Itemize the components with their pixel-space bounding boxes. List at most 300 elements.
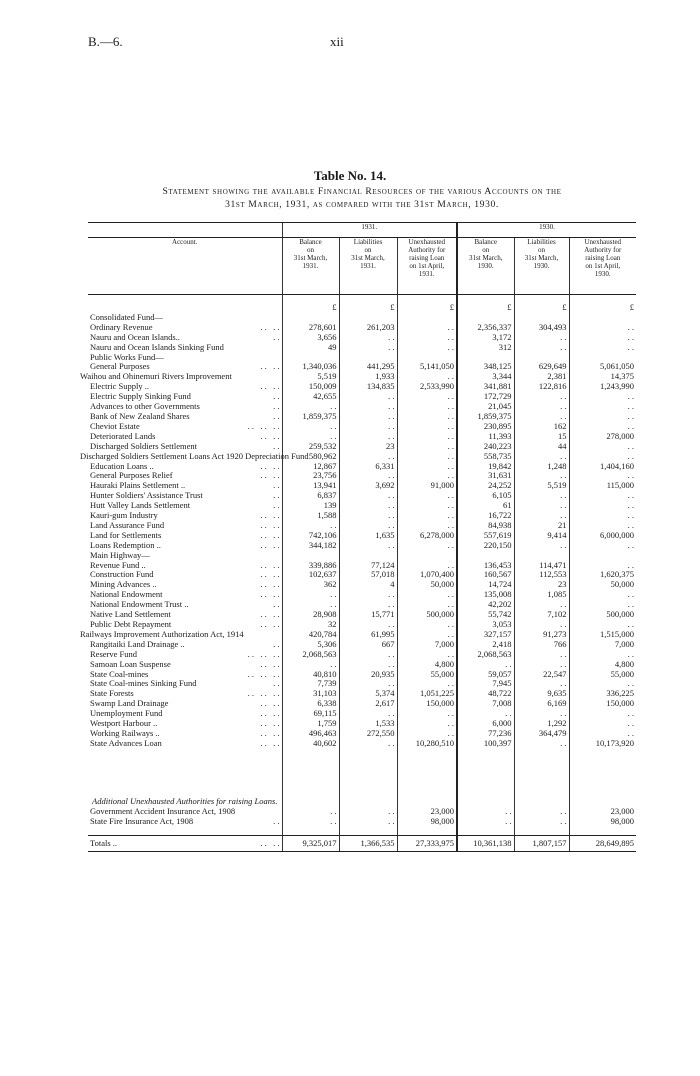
account-label: Hauraki Plains Settlement .. <box>90 480 186 491</box>
value-cell: 6,000 <box>457 719 514 729</box>
value-cell: 134,835 <box>339 382 397 392</box>
value-cell: 162 <box>514 422 569 432</box>
leader-dots: . . . . <box>260 381 280 392</box>
leader-dots: . . . . <box>260 718 280 729</box>
account-label: Public Debt Repayment <box>90 619 172 629</box>
year-1930-header: 1930. <box>457 223 636 238</box>
value-cell: 9,635 <box>514 689 569 699</box>
value-cell: 3,053 <box>457 620 514 630</box>
value-cell: 50,000 <box>569 580 636 590</box>
account-label: Consolidated Fund— <box>90 311 163 322</box>
value-cell: 441,295 <box>339 362 397 372</box>
value-cell: . . <box>397 402 457 412</box>
account-column-header: Account. <box>88 238 282 295</box>
value-cell: 558,735 <box>457 452 514 462</box>
hdr-line: raising Loan <box>409 254 445 262</box>
value-cell: 31,631 <box>457 471 514 481</box>
value-cell: 40,602 <box>282 739 339 749</box>
table-row <box>88 343 636 353</box>
value-cell: 339,886 <box>282 561 339 571</box>
value-cell: . . <box>569 729 636 739</box>
value-cell: . . <box>397 511 457 521</box>
account-label: Working Railways .. <box>90 727 160 738</box>
value-cell: 420,784 <box>282 630 339 640</box>
spacer-cell <box>569 827 636 836</box>
account-cell <box>88 835 282 852</box>
value-cell: 500,000 <box>397 610 457 620</box>
account-label: Discharged Soldiers Settlement Loans Act 1920 Depreciation Fund <box>80 450 309 461</box>
value-cell: . . <box>457 660 514 670</box>
value-cell: . . <box>569 590 636 600</box>
leader-dots: . . <box>273 678 280 689</box>
value-cell: . . <box>514 541 569 551</box>
currency-symbol: £ <box>457 303 514 313</box>
value-cell: . . <box>514 739 569 749</box>
value-cell: 14,724 <box>457 580 514 590</box>
spacer-cell <box>514 749 569 797</box>
leader-dots: . . . . <box>260 837 280 848</box>
value-cell: 28,649,895 <box>569 835 636 852</box>
leader-dots: . . <box>273 599 280 610</box>
value-cell: . . <box>397 620 457 630</box>
value-cell: . . <box>514 650 569 660</box>
value-cell: 40,810 <box>282 670 339 680</box>
value-cell: 55,742 <box>457 610 514 620</box>
table-row <box>88 739 636 749</box>
currency-symbol: £ <box>569 303 636 313</box>
value-cell: . . <box>397 452 457 462</box>
liabilities-1931-header <box>339 238 397 295</box>
value-cell: . . <box>339 600 397 610</box>
value-cell: 21 <box>514 521 569 531</box>
value-cell: 362 <box>282 580 339 590</box>
value-cell: 59,057 <box>457 670 514 680</box>
spacer-cell <box>457 827 514 836</box>
value-cell: 23 <box>339 442 397 452</box>
spacer-cell <box>397 827 457 836</box>
value-cell: 23,000 <box>397 807 457 817</box>
value-cell: 115,000 <box>569 481 636 491</box>
value-cell: . . <box>339 807 397 817</box>
value-cell: 42,202 <box>457 600 514 610</box>
value-cell: 6,837 <box>282 491 339 501</box>
value-cell: . . <box>397 442 457 452</box>
value-cell: 150,000 <box>569 699 636 709</box>
value-cell: . . <box>339 471 397 481</box>
value-cell: . . <box>339 422 397 432</box>
value-cell: 2,068,563 <box>282 650 339 660</box>
value-cell: . . <box>514 471 569 481</box>
value-cell: 61,995 <box>339 630 397 640</box>
value-cell: . . <box>514 807 569 817</box>
leader-dots: . . . . <box>260 727 280 738</box>
value-cell: . . <box>339 590 397 600</box>
value-cell: 5,519 <box>282 372 339 382</box>
value-cell: 5,374 <box>339 689 397 699</box>
currency-symbol: £ <box>514 303 569 313</box>
account-label: Public Works Fund— <box>90 351 164 362</box>
value-cell: . . <box>514 412 569 422</box>
value-cell: 6,278,000 <box>397 531 457 541</box>
leader-dots: . . . . . . <box>247 420 280 431</box>
account-label: Rangitaiki Land Drainage .. <box>90 638 185 649</box>
hdr-line: 31st March, <box>524 254 559 262</box>
value-cell: . . <box>569 333 636 343</box>
value-cell: 2,418 <box>457 640 514 650</box>
account-label: Nauru and Ocean Islands.. <box>90 331 180 342</box>
leader-dots: . . <box>273 331 280 342</box>
value-cell: 23,000 <box>569 807 636 817</box>
value-cell: 44 <box>514 442 569 452</box>
value-cell: 6,105 <box>457 491 514 501</box>
table-row <box>88 640 636 650</box>
account-label: Unemployment Fund <box>90 708 163 719</box>
value-cell: 5,519 <box>514 481 569 491</box>
value-cell: 42,655 <box>282 392 339 402</box>
value-cell: . . <box>569 679 636 689</box>
value-cell: . . <box>339 620 397 630</box>
leader-dots: . . . . <box>260 510 280 521</box>
account-label: Waihou and Ohinemuri Rivers Improvement <box>80 371 232 382</box>
account-label: Government Accident Insurance Act, 1908 <box>90 805 236 816</box>
value-cell: . . <box>339 402 397 412</box>
hdr-line: on 1st April, <box>409 262 445 270</box>
value-cell: 12,867 <box>282 462 339 472</box>
value-cell: 5,306 <box>282 640 339 650</box>
leader-dots: . . . . . . <box>247 648 280 659</box>
value-cell: 5,141,050 <box>397 362 457 372</box>
table-row <box>88 699 636 709</box>
account-label: Native Land Settlement <box>90 609 171 620</box>
value-cell: 327,157 <box>457 630 514 640</box>
account-label: Bank of New Zealand Shares <box>90 410 190 421</box>
value-cell: . . <box>457 817 514 827</box>
value-cell: 77,236 <box>457 729 514 739</box>
value-cell: . . <box>339 432 397 442</box>
account-label: Deteriorated Lands <box>90 430 156 441</box>
value-cell: . . <box>514 343 569 353</box>
value-cell: 496,463 <box>282 729 339 739</box>
value-cell: 1,292 <box>514 719 569 729</box>
value-cell: 139 <box>282 501 339 511</box>
value-cell: 13,941 <box>282 481 339 491</box>
value-cell: . . <box>569 471 636 481</box>
account-label: State Advances Loan <box>90 737 162 748</box>
year-1931-header: 1931. <box>282 223 457 238</box>
value-cell: 3,172 <box>457 333 514 343</box>
value-cell: 500,000 <box>569 610 636 620</box>
value-cell: . . <box>397 432 457 442</box>
value-cell: 31,103 <box>282 689 339 699</box>
table-subtitle <box>88 185 636 211</box>
value-cell: . . <box>397 412 457 422</box>
hdr-line: Liabilities <box>527 238 556 246</box>
account-label: Swamp Land Drainage <box>90 698 169 709</box>
value-cell: 23 <box>514 580 569 590</box>
value-cell: . . <box>397 600 457 610</box>
value-cell: . . <box>569 422 636 432</box>
spacer-cell <box>88 749 282 797</box>
value-cell: . . <box>339 511 397 521</box>
value-cell: . . <box>569 392 636 402</box>
value-cell: 580,962 <box>282 452 339 462</box>
leader-dots: . . <box>273 638 280 649</box>
hdr-line: Liabilities <box>353 238 383 246</box>
value-cell: 1,070,400 <box>397 570 457 580</box>
value-cell: . . <box>397 323 457 333</box>
value-cell: . . <box>339 501 397 511</box>
value-cell: 15 <box>514 432 569 442</box>
value-cell: . . <box>397 561 457 571</box>
value-cell: . . <box>397 590 457 600</box>
value-cell: . . <box>397 372 457 382</box>
value-cell: 9,414 <box>514 531 569 541</box>
value-cell: . . <box>569 561 636 571</box>
hdr-line: Unexhausted <box>408 238 446 246</box>
leader-dots: . . . . <box>260 559 280 570</box>
value-cell: 98,000 <box>569 817 636 827</box>
value-cell: . . <box>514 660 569 670</box>
balance-1931-header <box>282 238 339 295</box>
leader-dots: . . . . . . <box>247 688 280 699</box>
value-cell: 304,493 <box>514 323 569 333</box>
value-cell: 16,722 <box>457 511 514 521</box>
table-row <box>88 501 636 511</box>
subtitle-line-2: 31st March, 1931, as compared with the 31st March, 1930. <box>225 199 499 210</box>
value-cell: 6,169 <box>514 699 569 709</box>
value-cell: . . <box>514 333 569 343</box>
column-header-row <box>88 238 636 295</box>
value-cell: . . <box>282 590 339 600</box>
value-cell: 1,515,000 <box>569 630 636 640</box>
value-cell: 364,479 <box>514 729 569 739</box>
leader-dots: . . <box>273 391 280 402</box>
spacer-cell <box>282 749 339 797</box>
value-cell: 77,124 <box>339 561 397 571</box>
value-cell: 3,656 <box>282 333 339 343</box>
hdr-line: 31st March, <box>469 254 503 262</box>
leader-dots: . . . . <box>260 529 280 540</box>
hdr-line: 1930. <box>533 262 550 270</box>
hdr-line: on <box>538 246 546 254</box>
value-cell: . . <box>282 422 339 432</box>
value-cell: . . <box>397 462 457 472</box>
financial-resources-table <box>80 222 636 852</box>
account-label: Kauri-gum Industry <box>90 510 158 521</box>
value-cell: 1,933 <box>339 372 397 382</box>
value-cell: . . <box>397 719 457 729</box>
value-cell: . . <box>397 491 457 501</box>
leader-dots: . . <box>273 440 280 451</box>
leader-dots: . . <box>273 410 280 421</box>
value-cell: 261,203 <box>339 323 397 333</box>
leader-dots: . . . . <box>260 589 280 600</box>
hdr-line: 1931. <box>418 270 435 278</box>
value-cell: 1,759 <box>282 719 339 729</box>
unexhausted-1930-header <box>569 238 636 295</box>
value-cell: 49 <box>282 343 339 353</box>
value-cell: . . <box>514 511 569 521</box>
value-cell: . . <box>457 807 514 817</box>
value-cell: 10,173,920 <box>569 739 636 749</box>
leader-dots: . . . . <box>260 708 280 719</box>
leader-dots: . . . . <box>260 321 280 332</box>
value-cell: 11,393 <box>457 432 514 442</box>
value-cell: 1,366,535 <box>339 835 397 852</box>
account-label: Advances to other Governments <box>90 401 200 412</box>
value-cell: 19,842 <box>457 462 514 472</box>
value-cell: . . <box>514 620 569 630</box>
value-cell <box>569 313 636 323</box>
leader-dots: . . . . <box>260 361 280 372</box>
value-cell: . . <box>569 323 636 333</box>
account-label: Education Loans .. <box>90 460 154 471</box>
account-label: State Forests <box>90 688 134 699</box>
value-cell: . . <box>282 402 339 412</box>
account-label: National Endowment <box>90 589 163 600</box>
value-cell: 341,881 <box>457 382 514 392</box>
leader-dots: . . . . <box>260 658 280 669</box>
value-cell: . . <box>397 679 457 689</box>
value-cell: . . <box>569 600 636 610</box>
account-cell <box>88 817 282 827</box>
value-cell: . . <box>282 432 339 442</box>
value-cell: . . <box>569 521 636 531</box>
value-cell: . . <box>339 709 397 719</box>
value-cell: 84,938 <box>457 521 514 531</box>
account-label: Land Assurance Fund <box>90 519 165 530</box>
hdr-line: on <box>482 246 490 254</box>
hdr-line: Authority for <box>584 246 622 254</box>
hdr-line: raising Loan <box>585 254 621 262</box>
value-cell: 344,182 <box>282 541 339 551</box>
value-cell: . . <box>457 709 514 719</box>
account-label: Hutt Valley Lands Settlement <box>90 500 191 511</box>
table-title: Table No. 14. <box>313 168 387 183</box>
account-label: General Purposes Relief <box>90 470 173 481</box>
value-cell: . . <box>514 392 569 402</box>
value-cell: . . <box>514 452 569 462</box>
value-cell: . . <box>339 817 397 827</box>
value-cell: 7,000 <box>397 640 457 650</box>
value-cell: . . <box>569 412 636 422</box>
account-label: State Coal-mines <box>90 668 149 679</box>
value-cell: 150,009 <box>282 382 339 392</box>
spacer-cell <box>457 749 514 797</box>
leader-dots: . . <box>273 401 280 412</box>
value-cell: . . <box>514 709 569 719</box>
value-cell: . . <box>397 650 457 660</box>
account-label: Ordinary Revenue <box>90 321 153 332</box>
account-header-spacer <box>88 223 282 238</box>
value-cell: . . <box>569 541 636 551</box>
value-cell: 9,325,017 <box>282 835 339 852</box>
hdr-line: Unexhausted <box>584 238 622 246</box>
spacer-row <box>88 295 636 304</box>
value-cell: 220,150 <box>457 541 514 551</box>
account-label: Nauru and Ocean Islands Sinking Fund <box>90 341 224 352</box>
account-label: Railways Improvement Authorization Act, 1914 <box>80 628 244 639</box>
value-cell: 557,619 <box>457 531 514 541</box>
value-cell: . . <box>339 660 397 670</box>
value-cell: . . <box>339 679 397 689</box>
leader-dots: . . . . . . <box>247 668 280 679</box>
value-cell: 629,649 <box>514 362 569 372</box>
value-cell: 28,908 <box>282 610 339 620</box>
value-cell: 4 <box>339 580 397 590</box>
value-cell: 1,243,990 <box>569 382 636 392</box>
leader-dots: . . . . <box>260 737 280 748</box>
value-cell: . . <box>514 679 569 689</box>
value-cell: . . <box>282 807 339 817</box>
value-cell: . . <box>397 521 457 531</box>
value-cell: 24,252 <box>457 481 514 491</box>
account-label: Construction Fund <box>90 569 154 580</box>
value-cell: 1,051,225 <box>397 689 457 699</box>
value-cell: 98,000 <box>397 817 457 827</box>
value-cell: . . <box>569 442 636 452</box>
value-cell: 100,397 <box>457 739 514 749</box>
value-cell: . . <box>397 333 457 343</box>
value-cell: 136,453 <box>457 561 514 571</box>
liabilities-1930-header <box>514 238 569 295</box>
account-label: National Endowment Trust .. <box>90 599 189 610</box>
value-cell: . . <box>282 600 339 610</box>
value-cell: 259,532 <box>282 442 339 452</box>
account-label: Samoan Loan Suspense <box>90 658 171 669</box>
hdr-line: Balance <box>474 238 498 246</box>
table-body <box>80 295 636 852</box>
additional-heading: Additional Unexhausted Authorities for raising Loans. <box>92 795 278 806</box>
value-cell: . . <box>397 541 457 551</box>
leader-dots: . . . . <box>260 430 280 441</box>
value-cell: 102,637 <box>282 570 339 580</box>
account-label: Loans Redemption .. <box>90 539 161 550</box>
value-cell: . . <box>397 501 457 511</box>
value-cell: 91,273 <box>514 630 569 640</box>
value-cell: . . <box>514 491 569 501</box>
hdr-line: Authority for <box>408 246 446 254</box>
spacer-cell <box>282 827 339 836</box>
value-cell: . . <box>569 501 636 511</box>
currency-symbol: £ <box>339 303 397 313</box>
value-cell: 1,620,375 <box>569 570 636 580</box>
hdr-line: on <box>307 246 314 254</box>
unexhausted-1931-header <box>397 238 457 295</box>
value-cell: 1,533 <box>339 719 397 729</box>
value-cell: . . <box>397 709 457 719</box>
value-cell: 14,375 <box>569 372 636 382</box>
value-cell: 4,800 <box>397 660 457 670</box>
leader-dots: . . <box>273 500 280 511</box>
value-cell <box>569 551 636 561</box>
value-cell: 91,000 <box>397 481 457 491</box>
value-cell: 1,340,036 <box>282 362 339 372</box>
table-row <box>88 531 636 541</box>
account-label: General Purposes <box>90 361 150 372</box>
value-cell: . . <box>569 452 636 462</box>
account-label: Land for Settlements <box>90 529 162 540</box>
value-cell: . . <box>339 650 397 660</box>
value-cell: . . <box>339 333 397 343</box>
value-cell: . . <box>339 521 397 531</box>
spacer-row <box>88 749 636 797</box>
spacer-cell <box>339 827 397 836</box>
hdr-line: 31st March, <box>293 254 328 262</box>
value-cell: 150,000 <box>397 699 457 709</box>
value-cell: 7,945 <box>457 679 514 689</box>
value-cell: . . <box>397 471 457 481</box>
